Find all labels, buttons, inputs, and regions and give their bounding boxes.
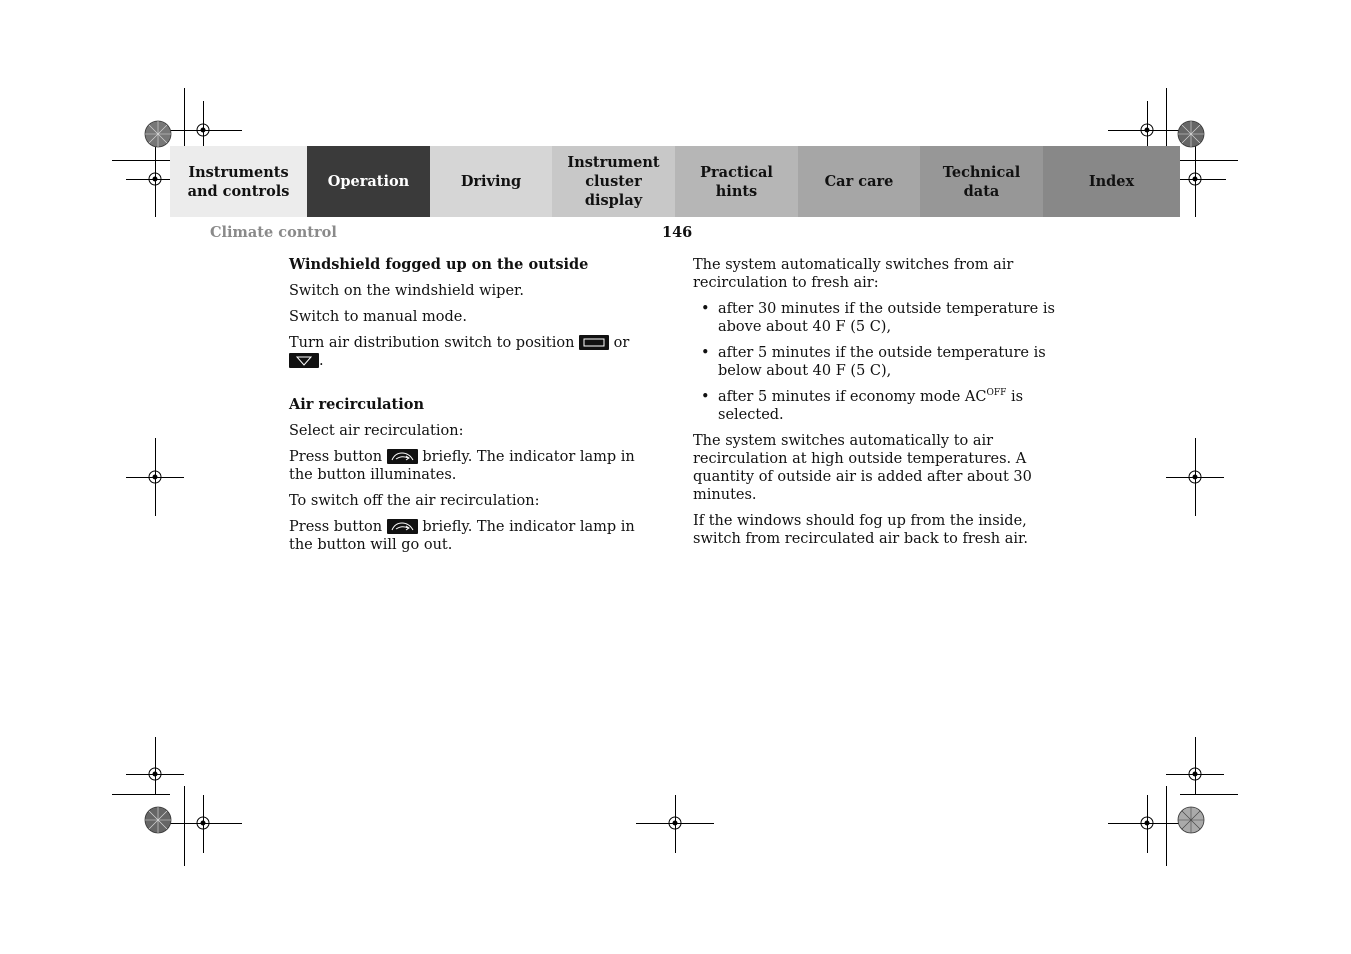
section-title: Climate control [210,224,337,241]
windshield-position-icon [579,335,609,350]
tab-operation[interactable]: Operation [307,146,430,217]
auto-switch-list [693,300,1065,424]
bullet: • [701,345,710,361]
page-number: 146 [662,224,693,241]
high-temp-recirculation: The system switches automatically to air recirculation at high outside temperatures. A quantity of outside air is added after about 30 minutes. [693,433,1032,503]
bullet: • [701,301,710,317]
air-recirculation-icon [387,519,418,534]
list-item-text: after 5 minutes if economy mode AC [718,389,987,405]
step-air-distribution-text: Turn air distribution switch to position [289,335,575,351]
list-item-text-end: is selected. [718,389,1024,423]
or-text: or [613,335,630,351]
list-item [693,300,1065,336]
step-wiper: Switch on the windshield wiper. [289,283,524,299]
tab-instrument-cluster-display[interactable]: Instrument cluster display [552,146,675,217]
press-button-text: Press button [289,519,383,535]
step-select-recirculation: Select air recirculation: [289,423,464,439]
right-column [693,256,1065,556]
ac-off-superscript: OFF [986,388,1007,398]
step-switch-off-intro: To switch off the air recirculation: [289,493,540,509]
tab-driving[interactable]: Driving [430,146,552,217]
list-item-text: after 5 minutes if the outside temperature is below about 40 F (5 C), [718,345,1046,379]
step-air-distribution [289,334,649,370]
indicator-illuminates-text: briefly. The indicator lamp in the button illuminates. [289,449,635,483]
step-manual-mode: Switch to manual mode. [289,309,467,325]
tab-index[interactable]: Index [1043,146,1180,217]
press-button-text: Press button [289,449,383,465]
auto-switch-intro: The system automatically switches from air recirculation to fresh air: [693,257,1014,291]
left-column [289,256,649,562]
list-item-text: after 30 minutes if the outside temperature is above about 40 F (5 C), [718,301,1055,335]
chapter-navigation [170,146,1180,217]
period-text: . [319,353,324,369]
step-press-button-off [289,518,649,554]
list-item [693,344,1065,380]
step-press-button-on [289,448,649,484]
tab-practical-hints[interactable]: Practical hints [675,146,798,217]
defrost-position-icon [289,353,319,368]
bullet: • [701,389,710,405]
list-item [693,388,1065,424]
heading-air-recirculation: Air recirculation [289,396,424,413]
tab-instruments-and-controls[interactable]: Instruments and controls [170,146,307,217]
tab-car-care[interactable]: Car care [798,146,920,217]
fog-inside-advice: If the windows should fog up from the inside, switch from recirculated air back to fresh air. [693,513,1028,547]
air-recirculation-icon [387,449,418,464]
heading-windshield-fogged: Windshield fogged up on the outside [289,256,589,273]
indicator-goes-out-text: briefly. The indicator lamp in the button will go out. [289,519,635,553]
tab-technical-data[interactable]: Technical data [920,146,1043,217]
